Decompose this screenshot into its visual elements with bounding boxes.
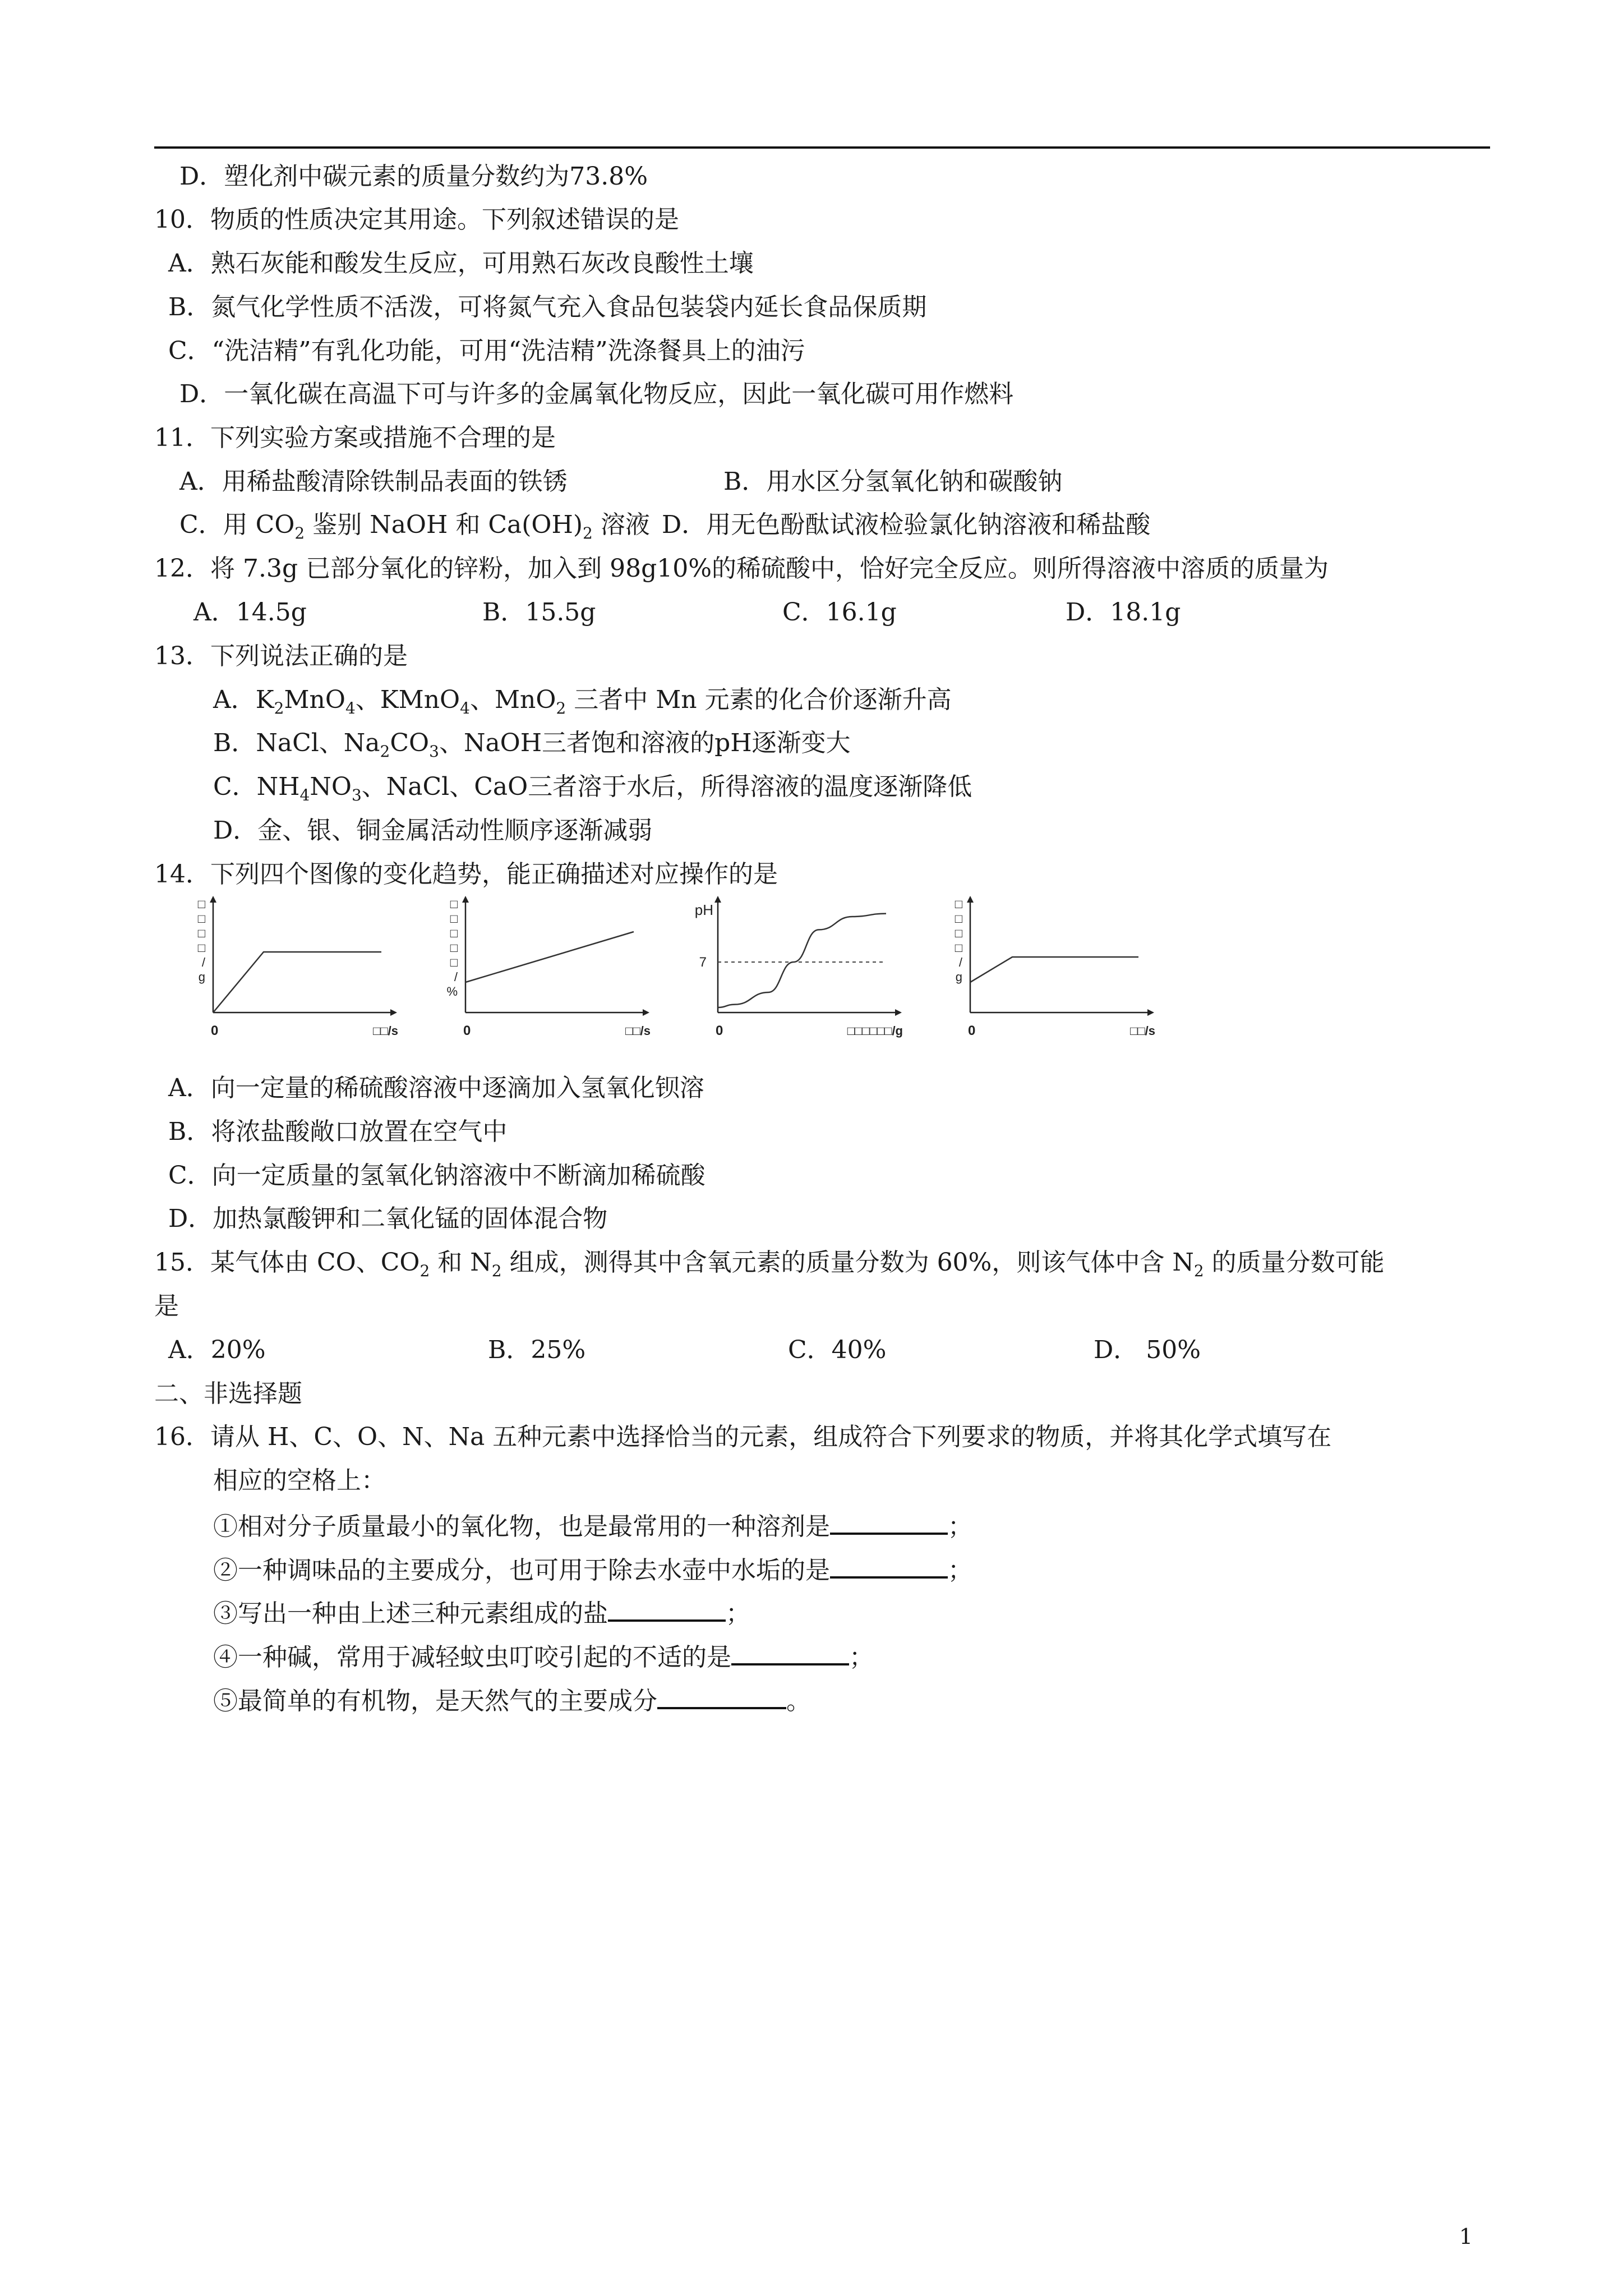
series-line	[465, 932, 634, 982]
x-axis-label: □□/s	[625, 1024, 651, 1038]
q12-option-c: C．16.1g	[782, 598, 897, 627]
q15-stem: 15．某气体由 CO、$CO_2$ 和 $N_2$ 组成，测得其中含氧元素的质量分数为 60%，则该气体中含 $N_2$ 的质量分数可能	[154, 1248, 1385, 1280]
x-axis-label: □□□□□□/g	[847, 1024, 903, 1038]
y-axis-arrow	[967, 896, 974, 903]
q13-option-b: B．NaCl、$Na_2CO_3$、NaOH三者饱和溶液的pH逐渐变大	[213, 729, 851, 761]
q15-option-c: C．40%	[788, 1336, 887, 1364]
q12-stem: 12．将 7.3g 已部分氧化的锌粉，加入到 98g10%的稀硫酸中，恰好完全反应。则所得溶液中溶质的质量为	[154, 554, 1329, 583]
x-axis-arrow	[643, 1009, 649, 1016]
y-axis-label: □ □ □ □ □ / %	[446, 897, 458, 999]
q10-option-a: A．熟石灰能和酸发生反应，可用熟石灰改良酸性土壤	[168, 249, 754, 278]
q10-option-c: C．“洗洁精”有乳化功能，可用“洗洁精”洗涤餐具上的油污	[168, 337, 805, 365]
q16-item-2: ②一种调味品的主要成分，也可用于除去水壶中水垢的是 ；	[213, 1552, 972, 1588]
q14-graphs	[168, 895, 1189, 1052]
q12-option-d: D．18.1g	[1066, 598, 1181, 627]
origin-label: 0	[716, 1023, 723, 1038]
q16-item-1: ①相对分子质量最小的氧化物，也是最常用的一种溶剂是 ；	[213, 1508, 972, 1544]
origin-label: 0	[211, 1023, 219, 1038]
answer-blank[interactable]	[830, 1508, 948, 1535]
q15-option-d: D． 50%	[1094, 1336, 1201, 1364]
origin-label: 0	[463, 1023, 471, 1038]
q13-option-a: A．$K_2MnO_4$、KMnO$_4$、MnO$_2$ 三者中 Mn 元素的化合价逐渐升高	[213, 685, 952, 717]
series-line	[213, 952, 381, 1013]
q14-option-d: D．加热氯酸钾和二氧化锰的固体混合物	[168, 1204, 608, 1233]
q11-stem: 11．下列实验方案或措施不合理的是	[154, 424, 556, 452]
answer-blank[interactable]	[657, 1682, 786, 1709]
graph-a	[198, 896, 398, 1038]
q15-stem-cont: 是	[154, 1292, 179, 1320]
header-rule	[154, 146, 1490, 149]
y-axis-label: pH	[694, 901, 713, 918]
y-axis-label: □ □ □ □ / g	[197, 897, 205, 984]
q14-option-b: B．将浓盐酸敞口放置在空气中	[168, 1117, 508, 1146]
q16-item-5: ⑤最简单的有机物，是天然气的主要成分 。	[213, 1682, 811, 1718]
q10-option-b: B．氮气化学性质不活泼，可将氮气充入食品包装袋内延长食品保质期	[168, 293, 927, 321]
y-axis-arrow	[210, 896, 216, 903]
q14-option-c: C．向一定质量的氢氧化钠溶液中不断滴加稀硫酸	[168, 1161, 706, 1190]
q10-option-d: D．一氧化碳在高温下可与许多的金属氧化物反应，因此一氧化碳可用作燃料	[179, 380, 1014, 408]
y-axis-label: □ □ □ □ / g	[955, 897, 962, 984]
y-axis-arrow	[462, 896, 469, 903]
q16-stem-cont: 相应的空格上：	[213, 1466, 386, 1495]
y-tick-label: 7	[699, 955, 707, 970]
q11-option-d: D．用无色酚酞试液检验氯化钠溶液和稀盐酸	[662, 510, 1151, 539]
q13-option-c: C．$NH_4NO_3$、NaCl、CaO三者溶于水后，所得溶液的温度逐渐降低	[213, 772, 972, 804]
y-axis-arrow	[714, 896, 721, 903]
q12-option-b: B．15.5g	[482, 598, 596, 627]
series-line	[970, 957, 1138, 982]
x-axis-arrow	[895, 1009, 902, 1016]
graph-c	[695, 896, 903, 1038]
x-axis-label: □□/s	[373, 1024, 398, 1038]
q11-option-a: A．用稀盐酸清除铁制品表面的铁锈	[179, 467, 568, 496]
q16-item-4: ④一种碱，常用于减轻蚊虫叮咬引起的不适的是 ；	[213, 1639, 874, 1674]
section-heading: 二、非选择题	[154, 1379, 302, 1408]
q16-item-3: ③写出一种由上述三种元素组成的盐 ；	[213, 1595, 750, 1631]
q13-stem: 13．下列说法正确的是	[154, 642, 408, 670]
q15-option-a: A．20%	[168, 1336, 266, 1364]
q11-option-c: C．用 $CO_2$ 鉴别 NaOH 和 $Ca(OH)_2$ 溶液	[179, 510, 650, 542]
x-axis-arrow	[390, 1009, 397, 1016]
x-axis-arrow	[1147, 1009, 1154, 1016]
graph-d	[955, 896, 1155, 1038]
q14-stem: 14．下列四个图像的变化趋势，能正确描述对应操作的是	[154, 860, 778, 889]
q10-stem: 10．物质的性质决定其用途。下列叙述错误的是	[154, 205, 679, 234]
q14-option-a: A．向一定量的稀硫酸溶液中逐滴加入氢氧化钡溶	[168, 1074, 704, 1102]
q13-option-d: D．金、银、铜金属活动性顺序逐渐减弱	[213, 816, 653, 845]
series-line	[718, 914, 886, 1007]
q12-option-a: A．14.5g	[193, 598, 307, 627]
graph-b	[446, 896, 651, 1038]
answer-blank[interactable]	[830, 1552, 948, 1579]
x-axis-label: □□/s	[1130, 1024, 1155, 1038]
answer-blank[interactable]	[608, 1595, 726, 1622]
answer-blank[interactable]	[731, 1639, 849, 1665]
q16-stem: 16．请从 H、C、O、N、Na 五种元素中选择恰当的元素，组成符合下列要求的物质，并将其化学式填写在	[154, 1423, 1332, 1451]
origin-label: 0	[968, 1023, 976, 1038]
q15-option-b: B．25%	[488, 1336, 586, 1364]
page-number: 1	[1459, 2224, 1473, 2249]
q9-option-d: D．塑化剂中碳元素的质量分数约为73.8%	[179, 162, 648, 191]
q11-option-b: B．用水区分氢氧化钠和碳酸钠	[723, 467, 1063, 496]
